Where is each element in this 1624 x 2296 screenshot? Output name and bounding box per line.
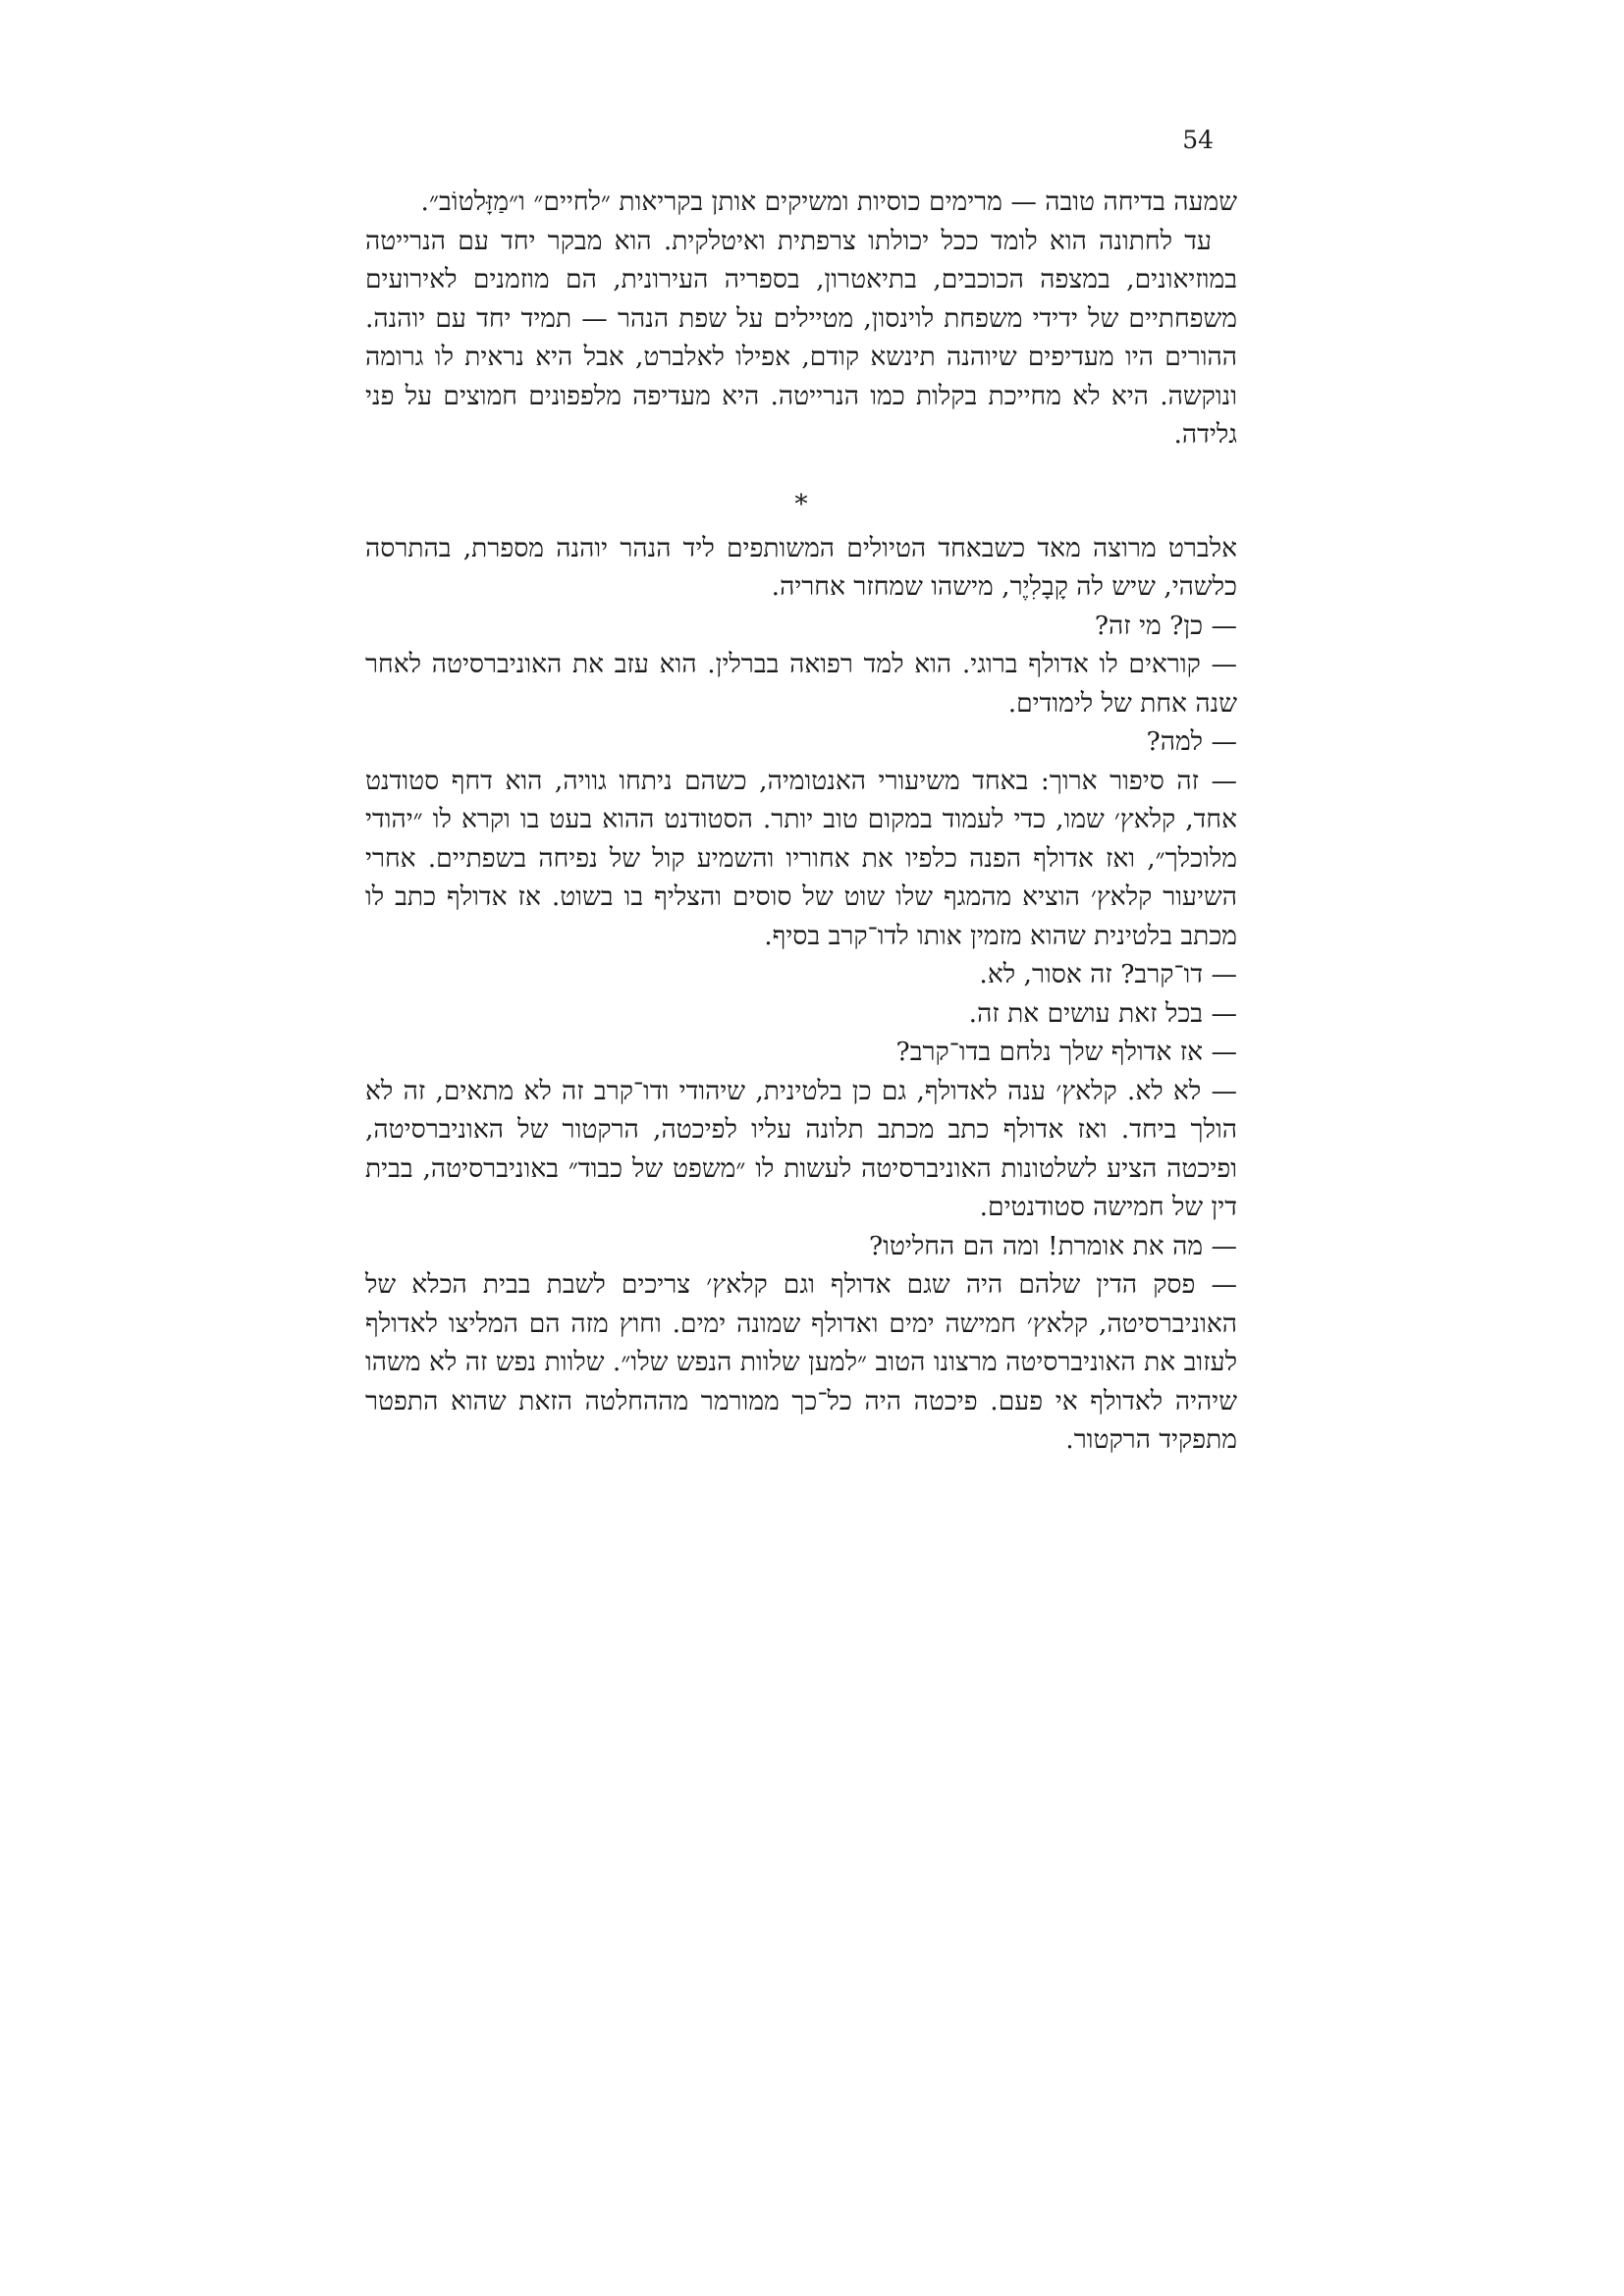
dialogue-line: — אז אדולף שלך נלחם בדו־קרב? [895, 1037, 1237, 1067]
paragraph: שמעה בדיחה טובה — מרימים כוסיות ומשיקים אותן בקריאות ״לחיים״ ו״מַזָּלטוֹב״. [420, 187, 1237, 217]
dialogue-line: — בכל זאת עושים את זה. [968, 997, 1237, 1029]
dialogue-line: — פסק הדין שלהם היה שגם אדולף וגם קלאץ׳ צריכים לשבת בבית הכלא של האוניברסיטה, קלאץ׳ חמישה ימים ואדולף שמונה ימים. וחוץ מזה הם המליצו לאדולף לעזוב את האוניברסיטה מרצונו הטוב ״למען שלוות הנפש שלו״. שלוות נפש זה לא משהו שיהיה לאדולף אי פעם. פיכטה היה כל־כך ממורמר מההחלטה הזאת שהוא התפטר מתפקיד הרקטור. [365, 1269, 1237, 1455]
dialogue-line: — לא לא. קלאץ׳ ענה לאדולף, גם כן בלטינית, שיהודי ודו־קרב זה לא מתאים, זה לא הולך ביחד. ואז אדולף כתב מכתב תלונה עליו לפיכטה, הרקטור של האוניברסיטה, ופיכטה הציע לשלטונות האוניברסיטה לעשות לו ״משפט של כבוד״ באוניברסיטה, בבית דין של חמישה סטודנטים. [365, 1075, 1237, 1222]
dialogue-line: — זה סיפור ארוך: באחד משיעורי האנטומיה, כשהם ניתחו גוויה, הוא דחף סטודנט אחד, קלאץ׳ שמו, כדי לעמוד במקום טוב יותר. הסטודנט ההוא בעט בו וקרא לו ״יהודי מלוכלך״, ואז אדולף הפנה כלפיו את אחוריו והשמיע קול של נפיחה בשפתיים. אחרי השיעור קלאץ׳ הוציא מהמגף שלו שוט של סוסים והצליף בו בשוט. אז אדולף כתב לו מכתב בלטינית שהוא מזמין אותו לדו־קרב בסיף. [365, 765, 1237, 951]
dialogue-line: — דו־קרב? זה אסור, לא. [979, 959, 1237, 989]
page-number: 54 [1182, 126, 1214, 154]
dialogue-line: — למה? [1146, 726, 1237, 757]
paragraph: עד לחתונה הוא לומד ככל יכולתו צרפתית ואיטלקית. הוא מבקר יחד עם הנרייטה במוזיאונים, במצפה הכוכבים, בתיאטרון, בספריה העירונית, הם מוזמנים לאירועים משפחתיים של ידידי משפחת לוינסון, מטיילים על שפת הנהר — תמיד יחד עם יוהנה. ההורים היו מעדיפים שיוהנה תינשא קודם, אפילו לאלברט, אבל היא נראית לו גרומה ונוקשה. היא לא מחייכת בקלות כמו הנרייטה. היא מעדיפה מלפפונים חמוצים על פני גלידה. [365, 225, 1237, 450]
dialogue-line: — כן? מי זה? [1094, 610, 1237, 641]
dialogue-line: — קוראים לו אדולף ברוגי. הוא למד רפואה בברלין. הוא עזב את האוניברסיטה לאחר שנה אחת של לימודים. [365, 649, 1237, 719]
paragraph: אלברט מרוצה מאד כשבאחד הטיולים המשותפים ליד הנהר יוהנה מספרת, בהתרסה כלשהי, שיש לה קָבָלִיֶר, מישהו שמחזר אחריה. [365, 532, 1237, 602]
dialogue-line: — מה את אומרת! ומה הם החליטו? [868, 1230, 1237, 1261]
section-divider: * [794, 488, 808, 519]
page-body [365, 183, 1237, 1460]
